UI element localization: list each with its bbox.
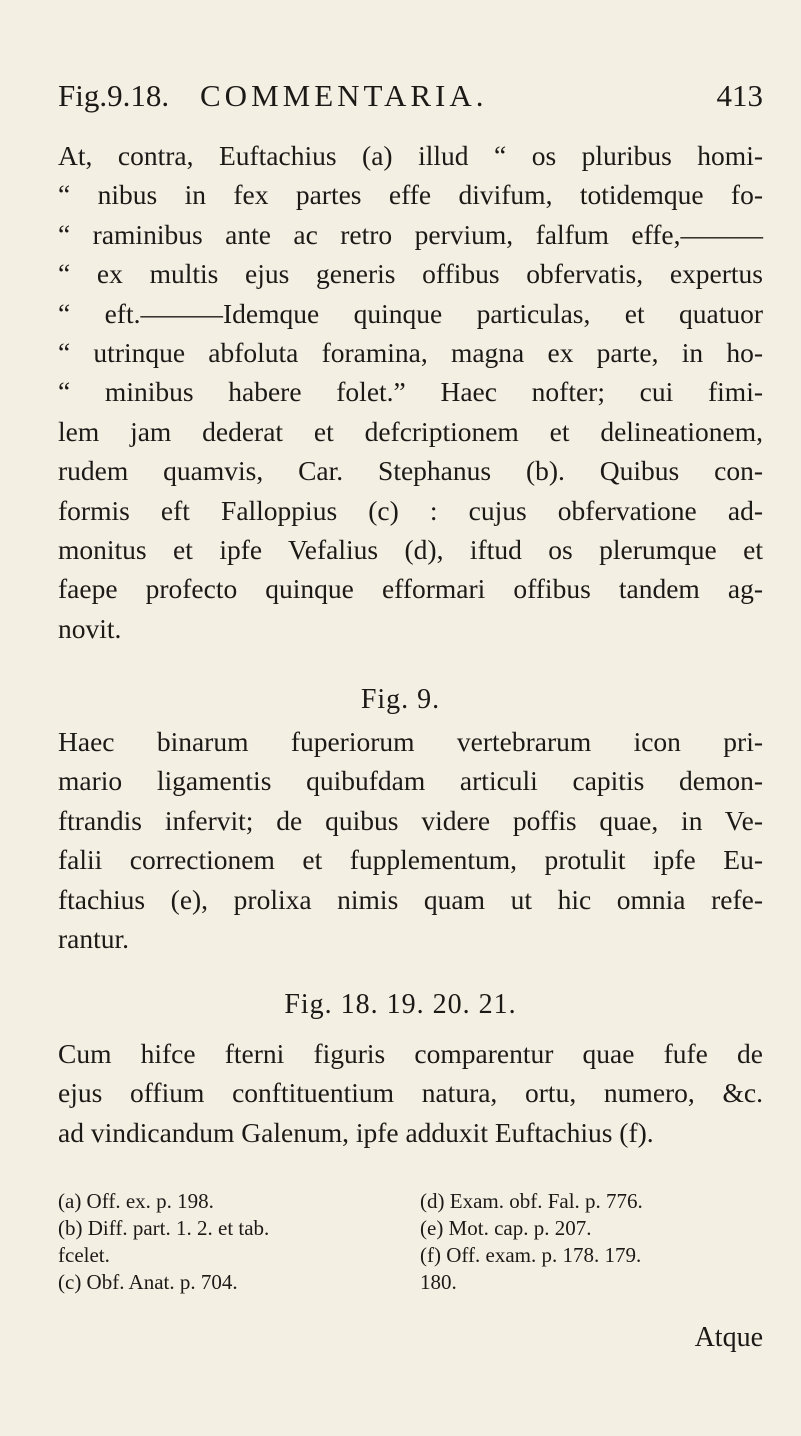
header-title: COMMENTARIA. [200,78,488,113]
paragraph-2 [58,722,763,958]
text-line: ejus offium conftituentium natura, ortu, numero, &c. [58,1077,763,1109]
footnote: (d) Exam. obf. Fal. p. 776. [420,1189,643,1213]
header-figure-ref: Fig.9.18. [58,78,170,113]
catchword: Atque [694,1322,763,1353]
text-line: faepe profecto quinque efformari offibus tandem ag- [58,573,763,605]
text-line: At, contra, Euftachius (a) illud “ os pluribus homi- [58,140,763,171]
text-line: monitus et ipfe Vefalius (d), iftud os plerumque et [58,533,763,565]
footnote: fcelet. [58,1243,110,1267]
text-line: “ raminibus ante ac retro pervium, falfum effe,——— [58,218,763,250]
page-number: 413 [716,78,763,113]
text-line: ftachius (e), prolixa nimis quam ut hic omnia refe- [58,883,763,915]
text-line: ad vindicandum Galenum, ipfe adduxit Euftachius (f). [58,1116,654,1148]
footnote: (a) Off. ex. p. 198. [58,1189,214,1213]
text-line: ftrandis infervit; de quibus videre poffis quae, in Ve- [58,804,763,836]
running-header [58,76,763,120]
section-heading-fig-9: Fig. 9. [360,684,441,715]
text-line: mario ligamentis quibufdam articuli capitis demon- [58,765,763,797]
footnotes-left-column [58,1188,418,1296]
text-line: Haec binarum fuperiorum vertebrarum icon pri- [58,726,763,757]
text-line: formis eft Falloppius (c) : cujus obfervatione ad- [58,494,763,526]
footnotes-right-column [420,1188,770,1296]
text-line: “ minibus habere folet.” Haec nofter; cui fimi- [58,376,763,408]
text-line: “ ex multis ejus generis offibus obfervatis, expertus [58,258,763,290]
text-line: Cum hifce fterni figuris comparentur quae fufe de [58,1038,763,1069]
text-line: lem jam dederat et defcriptionem et delineationem, [58,415,763,447]
text-line: “ eft.———Idemque quinque particulas, et quatuor [58,297,763,329]
section-heading-fig-18-21: Fig. 18. 19. 20. 21. [284,989,517,1020]
footnote: (b) Diff. part. 1. 2. et tab. [58,1216,270,1240]
text-line: rudem quamvis, Car. Stephanus (b). Quibus con- [58,455,763,487]
paragraph-1 [58,136,763,648]
text-line: falii correctionem et fupplementum, protulit ipfe Eu- [58,844,763,876]
text-line: rantur. [58,922,130,954]
text-line: “ utrinque abfoluta foramina, magna ex parte, in ho- [58,336,763,368]
text-line: novit. [58,612,122,644]
footnote: (f) Off. exam. p. 178. 179. [420,1243,642,1267]
footnote: (e) Mot. cap. p. 207. [420,1216,592,1240]
paragraph-3 [58,1034,763,1152]
footnote: (c) Obf. Anat. p. 704. [58,1270,238,1294]
footnote: 180. [420,1270,457,1294]
text-line: “ nibus in fex partes effe divifum, totidemque fo- [58,179,763,211]
